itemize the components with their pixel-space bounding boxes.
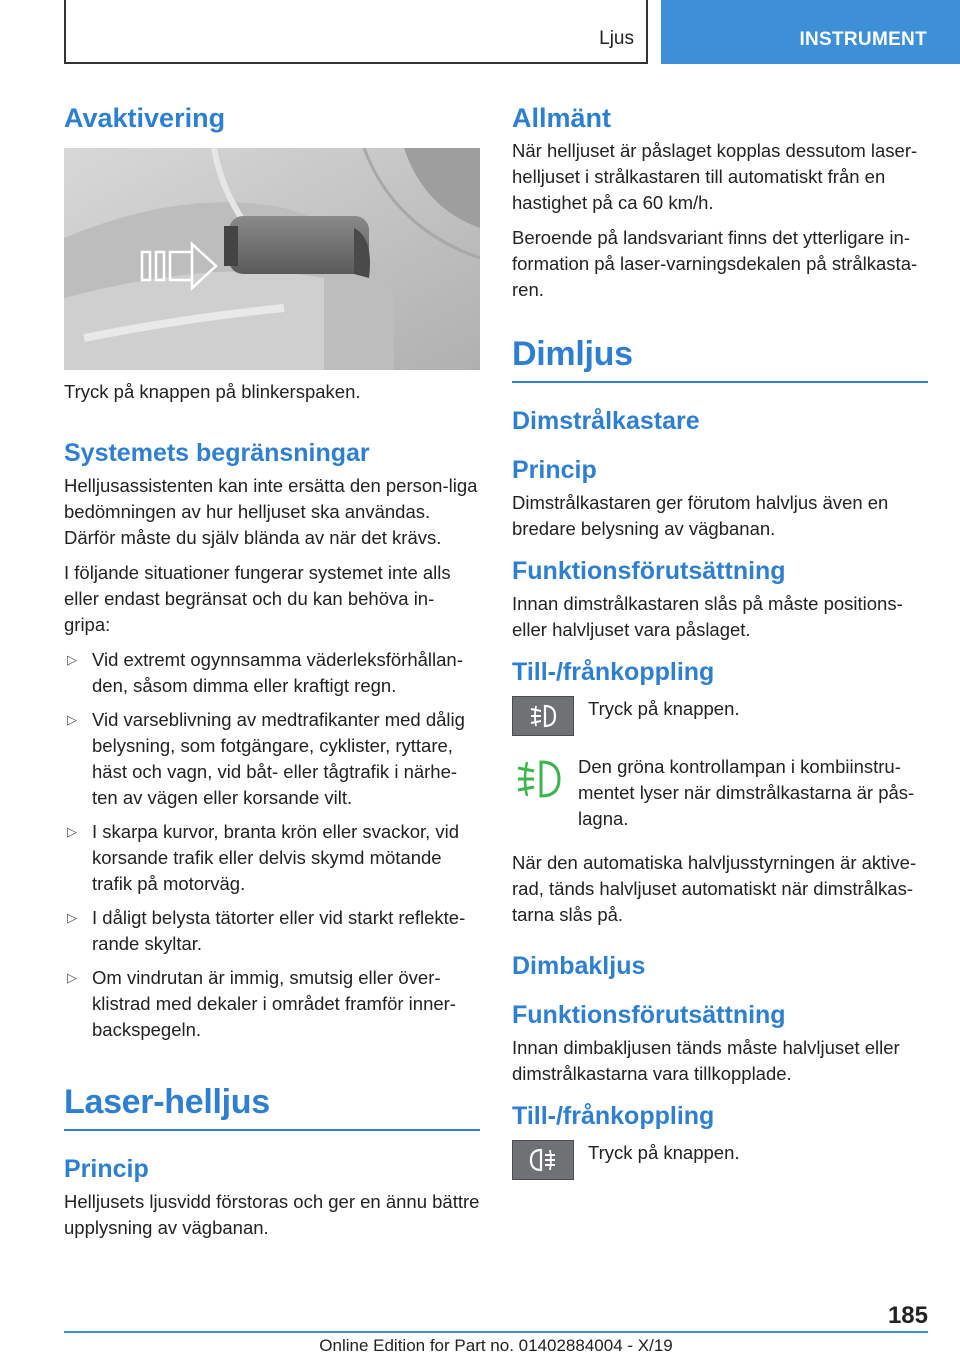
turn-signal-lever-photo — [64, 148, 480, 370]
triangle-right-icon: ▷ — [67, 712, 77, 727]
header-section-title: Ljus — [599, 28, 634, 49]
general-heading: Allmänt — [512, 103, 612, 133]
front-requirement-text: Innan dimstrålkastaren slås på måste positions-eller halvljuset vara påslaget. — [512, 593, 903, 640]
rear-toggle-heading: Till-/frånkoppling — [512, 1102, 715, 1130]
front-fog-light-icon — [512, 696, 574, 736]
rear-fog-button-row — [512, 1140, 928, 1180]
page-number: 185 — [887, 1302, 928, 1329]
rear-fog-heading: Dimbakljus — [512, 952, 646, 980]
limits-heading: Systemets begränsningar — [64, 439, 370, 467]
list-item: ▷ I skarpa kurvor, branta krön eller svackor, vid korsande trafik eller delvis skymd mötande trafik på motorväg. — [67, 821, 460, 894]
triangle-right-icon: ▷ — [67, 910, 77, 925]
rear-requirement-text: Innan dimbakljusen tänds måste halvljuset eller dimstrålkastarna vara tillkopplade. — [512, 1037, 900, 1084]
laser-heading: Laser-helljus — [64, 1079, 480, 1131]
fog-heading: Dimljus — [512, 331, 928, 383]
front-fog-indicator-icon — [512, 754, 566, 804]
general-paragraph-1: När helljuset är påslaget kopplas dessutom laser-helljuset i strålkastaren till automatiskt från en hastighet på ca 60 km/h. — [512, 140, 918, 213]
list-item: ▷ I dåligt belysta tätorter eller vid starkt reflekte-rande skyltar. — [67, 907, 466, 954]
triangle-right-icon: ▷ — [67, 652, 77, 667]
footer-divider — [64, 1331, 928, 1333]
list-item: ▷ Om vindrutan är immig, smutsig eller över-klistrad med dekaler i området framför inner-backspegeln. — [67, 967, 456, 1040]
front-fog-heading: Dimstrålkastare — [512, 407, 700, 435]
right-column — [512, 98, 928, 1180]
deactivation-caption: Tryck på knappen på blinkerspaken. — [64, 381, 361, 402]
left-column — [64, 98, 480, 1241]
front-principle-heading: Princip — [512, 456, 597, 484]
front-toggle-text: Tryck på knappen. — [588, 698, 740, 719]
limits-paragraph-1: Helljusassistenten kan inte ersätta den person-liga bedömningen av hur helljuset ska användas. Därför måste du själv blända av när det krävs. — [64, 475, 478, 548]
limits-paragraph-2: I följande situationer fungerar systemet inte alls eller endast begränsat och du kan behöva in-gripa: — [64, 562, 451, 635]
limits-list — [64, 647, 480, 1043]
deactivation-heading: Avaktivering — [64, 103, 226, 133]
footer-edition: Online Edition for Part no. 01402884004 - X/19 — [319, 1336, 673, 1355]
triangle-right-icon: ▷ — [67, 970, 77, 985]
rear-fog-light-icon — [512, 1140, 574, 1180]
front-toggle-heading: Till-/frånkoppling — [512, 658, 715, 686]
list-item: ▷ Vid extremt ogynnsamma väderleksförhållan-den, såsom dimma eller kraftigt regn. — [67, 649, 463, 696]
front-fog-button-row — [512, 696, 928, 736]
laser-principle-heading: Princip — [64, 1155, 149, 1183]
triangle-right-icon: ▷ — [67, 824, 77, 839]
rear-toggle-text: Tryck på knappen. — [588, 1142, 740, 1163]
general-paragraph-2: Beroende på landsvariant finns det ytterligare in-formation på laser-varningsdekalen på strålkasta-ren. — [512, 227, 918, 300]
front-indicator-text: Den gröna kontrollampan i kombiinstru-mentet lyser när dimstrålkastarna är pås-lagna. — [578, 756, 915, 829]
header-chapter-label: INSTRUMENT — [799, 29, 927, 50]
rear-requirement-heading: Funktionsförutsättning — [512, 1001, 786, 1029]
list-item: ▷ Vid varseblivning av medtrafikanter med dålig belysning, som fotgängare, cyklister, ryttare, häst och vagn, vid båt- eller tågtrafik i närhe-ten av vägen eller korsande vilt. — [67, 709, 465, 808]
front-auto-text: När den automatiska halvljusstyrningen är aktive-rad, tänds halvljuset automatiskt när dimstrålkas-tarna slås på. — [512, 852, 917, 925]
front-requirement-heading: Funktionsförutsättning — [512, 557, 786, 585]
laser-principle-text: Helljusets ljusvidd förstoras och ger en ännu bättre upplysning av vägbanan. — [64, 1191, 480, 1238]
front-fog-indicator-row — [512, 754, 928, 832]
front-principle-text: Dimstrålkastaren ger förutom halvljus även en bredare belysning av vägbanan. — [512, 492, 889, 539]
